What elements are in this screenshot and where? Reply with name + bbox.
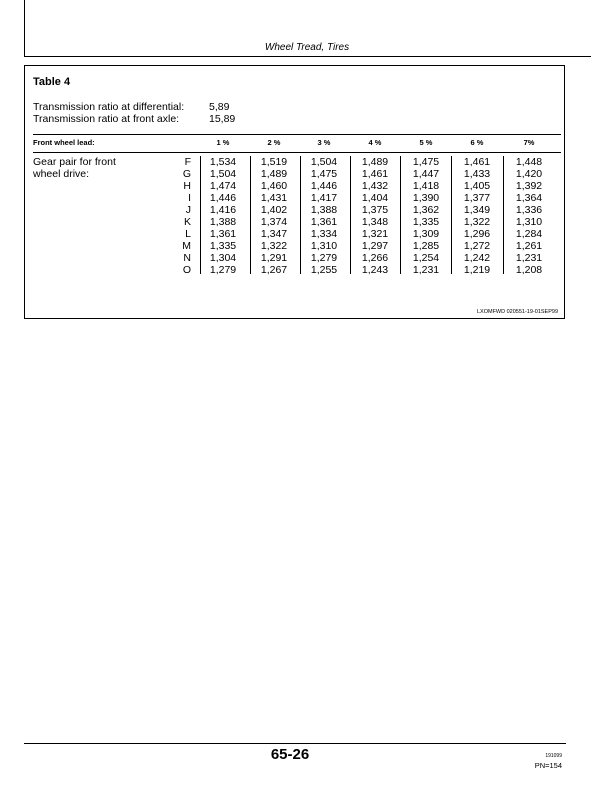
table-cell: 1,231 bbox=[412, 264, 440, 276]
table-cell: 1,447 bbox=[412, 168, 440, 180]
ratio-differential-label: Transmission ratio at differential: bbox=[33, 101, 185, 113]
table-cell: 1,519 bbox=[260, 156, 288, 168]
table-cell: 1,405 bbox=[463, 180, 491, 192]
table-cell: 1,374 bbox=[260, 216, 288, 228]
table-cell: 1,474 bbox=[209, 180, 237, 192]
table-cell: 1,321 bbox=[361, 228, 389, 240]
gear-letter: H bbox=[183, 180, 191, 192]
gear-letter: N bbox=[183, 252, 191, 264]
table-cell: 1,296 bbox=[463, 228, 491, 240]
table-cell: 1,416 bbox=[209, 204, 237, 216]
table-cell: 1,284 bbox=[515, 228, 543, 240]
table-cell: 1,242 bbox=[463, 252, 491, 264]
front-wheel-lead-label: Front wheel lead: bbox=[33, 138, 95, 147]
table-cell: 1,446 bbox=[310, 180, 338, 192]
gear-letter: L bbox=[185, 228, 191, 240]
table-cell: 1,254 bbox=[412, 252, 440, 264]
column-separator bbox=[503, 156, 504, 274]
table-cell: 1,420 bbox=[515, 168, 543, 180]
ratio-differential-row bbox=[33, 101, 230, 113]
table-cell: 1,461 bbox=[361, 168, 389, 180]
table-cell: 1,310 bbox=[310, 240, 338, 252]
table-cell: 1,448 bbox=[515, 156, 543, 168]
table-cell: 1,392 bbox=[515, 180, 543, 192]
table-cell: 1,504 bbox=[209, 168, 237, 180]
page-header-title: Wheel Tread, Tires bbox=[264, 42, 350, 53]
table-cell: 1,347 bbox=[260, 228, 288, 240]
ratio-front-axle-row bbox=[33, 113, 236, 125]
table-cell: 1,446 bbox=[209, 192, 237, 204]
table-cell: 1,433 bbox=[463, 168, 491, 180]
table-cell: 1,388 bbox=[209, 216, 237, 228]
gear-letter: I bbox=[188, 192, 191, 204]
table-cell: 1,402 bbox=[260, 204, 288, 216]
gear-letter: G bbox=[182, 168, 191, 180]
column-separator bbox=[400, 156, 401, 274]
column-header-3: 3 % bbox=[317, 138, 331, 147]
table-cell: 1,404 bbox=[361, 192, 389, 204]
table-cell: 1,475 bbox=[412, 156, 440, 168]
ratio-front-axle-label: Transmission ratio at front axle: bbox=[33, 113, 180, 125]
table-cell: 1,272 bbox=[463, 240, 491, 252]
table-cell: 1,279 bbox=[209, 264, 237, 276]
table-cell: 1,255 bbox=[310, 264, 338, 276]
gear-letter: K bbox=[183, 216, 191, 228]
footer-date-code: 191099 bbox=[545, 753, 562, 759]
table-cell: 1,309 bbox=[412, 228, 440, 240]
ratio-differential-value: 5,89 bbox=[209, 101, 230, 113]
table-cell: 1,489 bbox=[260, 168, 288, 180]
table-cell: 1,361 bbox=[310, 216, 338, 228]
column-header-1: 1 % bbox=[216, 138, 230, 147]
table-cell: 1,349 bbox=[463, 204, 491, 216]
gear-letter: O bbox=[182, 264, 191, 276]
gear-letter: M bbox=[182, 240, 191, 252]
table-cell: 1,489 bbox=[361, 156, 389, 168]
page-number: 65-26 bbox=[270, 746, 310, 763]
gear-pair-label-line1: Gear pair for front bbox=[33, 156, 116, 168]
table-cell: 1,322 bbox=[260, 240, 288, 252]
column-header-4: 4 % bbox=[368, 138, 382, 147]
table-cell: 1,243 bbox=[361, 264, 389, 276]
table-cell: 1,461 bbox=[463, 156, 491, 168]
table-cell: 1,417 bbox=[310, 192, 338, 204]
table-cell: 1,504 bbox=[310, 156, 338, 168]
footer-rule bbox=[24, 743, 566, 744]
table-cell: 1,304 bbox=[209, 252, 237, 264]
table-cell: 1,266 bbox=[361, 252, 389, 264]
table-cell: 1,475 bbox=[310, 168, 338, 180]
gear-letter: F bbox=[184, 156, 191, 168]
column-header-5: 5 % bbox=[419, 138, 433, 147]
table-cell: 1,375 bbox=[361, 204, 389, 216]
table-cell: 1,388 bbox=[310, 204, 338, 216]
table-cell: 1,335 bbox=[209, 240, 237, 252]
table-cell: 1,431 bbox=[260, 192, 288, 204]
lead-header-top-rule bbox=[33, 134, 561, 135]
table-cell: 1,418 bbox=[412, 180, 440, 192]
column-separator bbox=[350, 156, 351, 274]
table-cell: 1,231 bbox=[515, 252, 543, 264]
table-cell: 1,534 bbox=[209, 156, 237, 168]
table-cell: 1,291 bbox=[260, 252, 288, 264]
reference-code: LXOMFWD 020551-19-01SEP99 bbox=[476, 309, 558, 315]
column-header-7: 7% bbox=[523, 138, 535, 147]
table-title: Table 4 bbox=[33, 76, 71, 88]
table-cell: 1,322 bbox=[463, 216, 491, 228]
table-cell: 1,335 bbox=[412, 216, 440, 228]
table-cell: 1,334 bbox=[310, 228, 338, 240]
ratio-front-axle-value: 15,89 bbox=[209, 113, 236, 125]
table-cell: 1,460 bbox=[260, 180, 288, 192]
table-cell: 1,362 bbox=[412, 204, 440, 216]
table-cell: 1,261 bbox=[515, 240, 543, 252]
table-cell: 1,297 bbox=[361, 240, 389, 252]
table-cell: 1,336 bbox=[515, 204, 543, 216]
column-header-2: 2 % bbox=[267, 138, 281, 147]
table-4-box bbox=[24, 65, 565, 319]
gear-letter: J bbox=[185, 204, 191, 216]
table-cell: 1,310 bbox=[515, 216, 543, 228]
column-header-6: 6 % bbox=[470, 138, 484, 147]
table-cell: 1,377 bbox=[463, 192, 491, 204]
gear-pair-label-line2: wheel drive: bbox=[33, 168, 90, 180]
table-cell: 1,219 bbox=[463, 264, 491, 276]
table-cell: 1,348 bbox=[361, 216, 389, 228]
table-cell: 1,285 bbox=[412, 240, 440, 252]
lead-header-bottom-rule bbox=[33, 152, 561, 153]
table-cell: 1,267 bbox=[260, 264, 288, 276]
column-separator bbox=[451, 156, 452, 274]
gear-pair-label bbox=[33, 156, 116, 180]
table-cell: 1,361 bbox=[209, 228, 237, 240]
footer-pn: PN=154 bbox=[534, 761, 562, 770]
table-cell: 1,364 bbox=[515, 192, 543, 204]
table-cell: 1,390 bbox=[412, 192, 440, 204]
table-cell: 1,432 bbox=[361, 180, 389, 192]
table-cell: 1,279 bbox=[310, 252, 338, 264]
table-cell: 1,208 bbox=[515, 264, 543, 276]
